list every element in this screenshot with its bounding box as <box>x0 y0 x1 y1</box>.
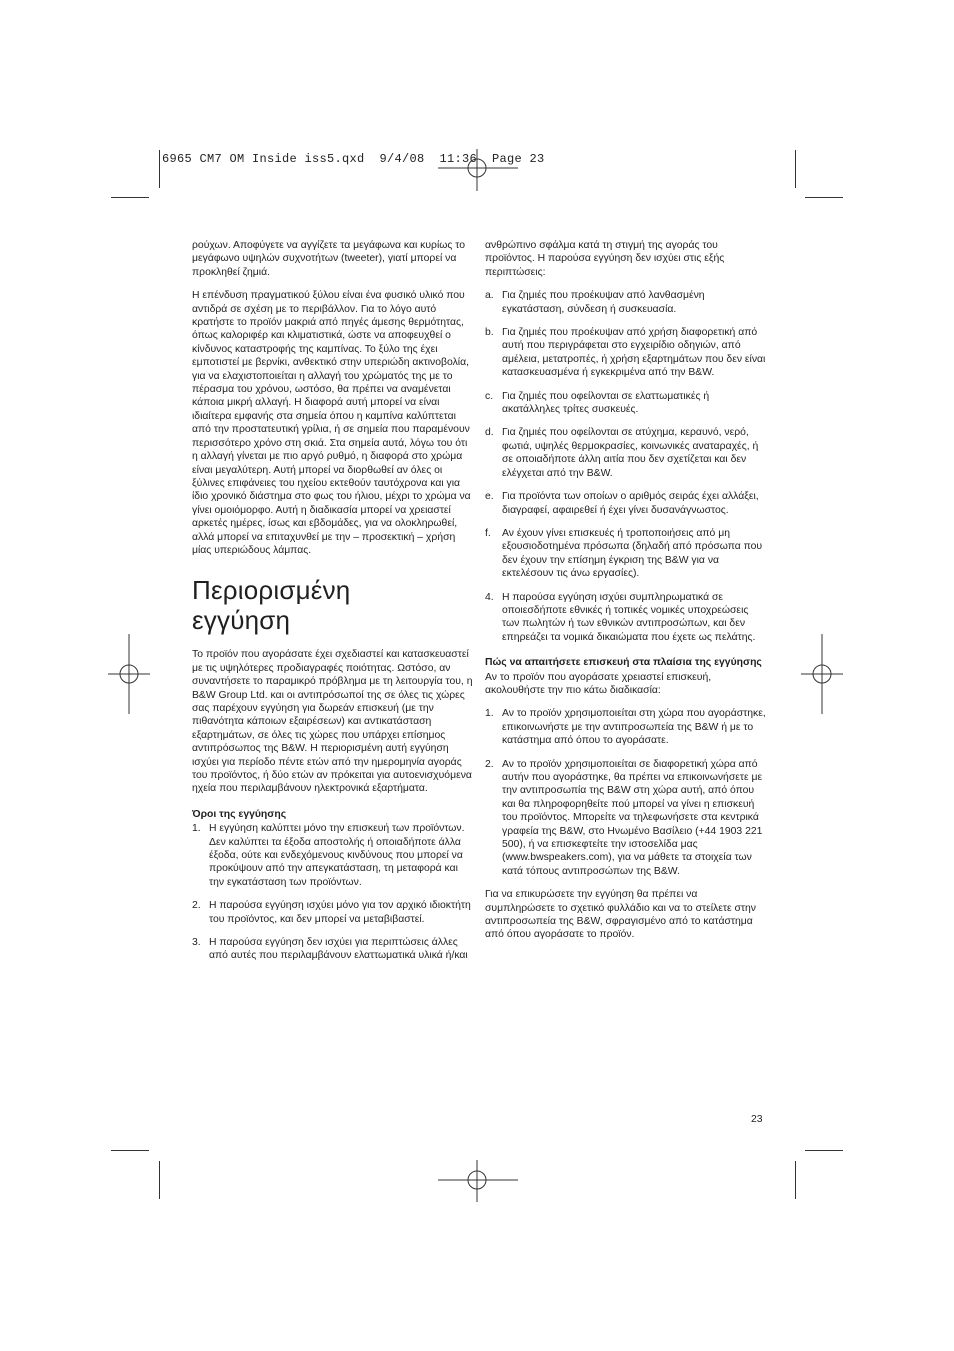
list-marker: b. <box>485 327 494 339</box>
list-item-text: Η παρούσα εγγύηση ισχύει μόνο για τον αρχικό ιδιοκτήτη του προϊόντος, και δεν μπορεί να μεταβιβαστεί. <box>209 900 471 925</box>
heading-line: Περιορισμένη <box>192 575 351 606</box>
terms-list <box>192 822 474 963</box>
list-item <box>485 707 767 747</box>
right-column <box>485 239 767 952</box>
list-marker: e. <box>485 491 494 503</box>
registration-mark-right <box>801 634 843 714</box>
registration-mark-top <box>438 149 518 191</box>
heading-line: εγγύηση <box>192 605 291 636</box>
warranty-intro-paragraph: Το προϊόν που αγοράσατε έχει σχεδιαστεί και κατασκευαστεί με τις υψηλότερες προδιαγραφές ποιότητας. Ωστόσο, αν συναντήσετε το παραμικρό πρόβλημα με τη λειτουργία του, η B&W Group Ltd. και οι αντιπρόσωποί της σε όλες τις χώρες σας παρέχουν εγγύηση για δωρεάν επισκευή (με την πιθανότητα κάποιων εξαιρέσεων) και αντικατάσταση εξαρτημάτων, σε όλες τις χώρες που υπάρχει επίσημος αντιπρόσωπος της B&W. Η περιορισμένη αυτή εγγύηση ισχύει για περίοδο πέντε ετών από την ημερομηνία αγοράς του προϊόντος, ή δύο ετών αν πρόκειται για αυτοενισχυόμενα ηχεία που περιλαμβάνουν ηλεκτρονικά εξαρτήματα. <box>192 649 473 795</box>
claim-steps-list <box>485 707 767 878</box>
list-marker: c. <box>485 390 494 402</box>
list-marker: f. <box>485 527 491 539</box>
print-slug: 6965 CM7 OM Inside iss5.qxd 9/4/08 11:36 Page 23 <box>162 152 545 166</box>
list-item <box>485 426 767 480</box>
list-item-text: Για προϊόντα των οποίων ο αριθμός σειράς έχει αλλάξει, διαγραφεί, αφαιρεθεί ή έχει γίνει δυσανάγνωστος. <box>502 491 759 516</box>
list-item-text: Αν το προϊόν χρησιμοποιείται στη χώρα που αγοράστηκε, επικοινωνήστε με την αντιπροσωπεία της B&W ή με το κατάστημα από όπου το αγοράσατε. <box>502 708 766 747</box>
list-item <box>485 326 767 380</box>
continued-paragraph: ανθρώπινο σφάλμα κατά τη στιγμή της αγοράς του προϊόντος. Η παρούσα εγγύηση δεν ισχύει στις εξής περιπτώσεις: <box>485 240 725 278</box>
list-marker: 2. <box>485 758 494 770</box>
list-marker: a. <box>485 290 494 302</box>
list-item <box>485 591 767 645</box>
claim-heading: Πώς να απαιτήσετε επισκευή στα πλαίσια της εγγύησης <box>485 657 762 669</box>
registration-mark-left <box>108 634 150 714</box>
list-item-text: Για ζημιές που οφείλονται σε ατύχημα, κεραυνό, νερό, φωτιά, υψηλές θερμοκρασίες, κοινωνικές αναταραχές, ή σε οποιαδήποτε άλλη αιτία που δεν σχετίζεται και δεν ελέγχεται από την B&W. <box>502 427 759 479</box>
list-item-text: Αν το προϊόν χρησιμοποιείται σε διαφορετική χώρα από αυτήν που αγοράστηκε, θα πρέπει να επικοινωνήσετε με την αντιπροσωπία της B&W στη χώρα αυτή, από όπου και θα πληροφορηθείτε πού μπορεί να γίνει η επισκευή του προϊόντος. Μπορείτε να τηλεφωνήσετε στα κεντρικά γραφεία της B&W, στο Ηνωμένο Βασίλειο (+44 1903 221 500), ή να επισκεφτείτε την ιστοσελίδα μας (www.bwspeakers.com), για να μάθετε τα στοιχεία των κατά τόπους αντιπροσώπων της B&W. <box>502 758 763 877</box>
list-item <box>485 527 767 581</box>
list-item-text: Η παρούσα εγγύηση ισχύει συμπληρωματικά σε οποιεσδήποτε εθνικές ή τοπικές νομικές υποχρεώσεις των πωλητών ή των εθνικών αντιπροσώπων, και δεν επηρεάζει τα νομικά δικαιώματα που έχετε ως πελάτης. <box>502 591 756 643</box>
care-paragraph: ρούχων. Αποφύγετε να αγγίζετε τα μεγάφωνα και κυρίως το μεγάφωνο υψηλών συχνοτήτων (tweeter), γιατί μπορεί να προκληθεί ζημιά. <box>192 240 466 278</box>
list-marker: 3. <box>192 937 201 949</box>
registration-mark-bottom <box>438 1160 518 1202</box>
list-item <box>485 289 767 316</box>
list-item <box>485 390 767 417</box>
left-column <box>192 239 474 973</box>
terms-heading: Όροι της εγγύησης <box>192 808 287 820</box>
list-marker: 4. <box>485 591 494 603</box>
wood-veneer-paragraph: Η επένδυση πραγματικού ξύλου είναι ένα φυσικό υλικό που αντιδρά σε σχέση με το περιβάλλον. Για το λόγο αυτό κρατήστε το προϊόν μακριά από πηγές άμεσης θερμότητας, όπως καλοριφέρ και κλιματιστικά, ώστε να αποφευχθεί ο κίνδυνος καταστροφής της καμπίνας. Το ξύλο της έχει εμποτιστεί με βερνίκι, ανθεκτικό στην υπεριώδη ακτινοβολία, για να ελαχιστοποιείται η αλλαγή του χρώματός της με το πέρασμα του χρόνου, ωστόσο, θα πρέπει να αναμένεται κάποια μικρή αλλαγή. Η διαφορά αυτή μπορεί να είναι ιδιαίτερα εμφανής στα σημεία όπου η καμπίνα καλύπτεται από την προστατευτική γρίλια, ή σε σημεία που παραμένουν περισσότερο χρόνο στη σκιά. Στα σημεία αυτά, λόγω του ότι η αλλαγή γίνεται με πιο αργό ρυθμό, η διαφορά στο χρώμα είναι μεγαλύτερη. Αυτή μπορεί να διορθωθεί αν όλες οι ξύλινες επιφάνειες του ηχείου εκτεθούν ταυτόχρονα και για ίδιο χρονικό διάστημα στο φως του ήλιου, μέχρι το χρώμα να γίνει ομοιόμορφο. Αυτή η διαδικασία μπορεί να χρειαστεί αρκετές ημέρες, ίσως και εβδομάδες, για να ολοκληρωθεί, αλλά μπορεί να επιταχυνθεί με την – προσεκτική – χρήση μίας υπεριώδους λάμπας. <box>192 290 471 556</box>
validation-paragraph: Για να επικυρώσετε την εγγύηση θα πρέπει να συμπληρώσετε το σχετικό φυλλάδιο και να το στείλετε στην αντιπροσωπεία της B&W, σφραγισμένο από το κατάστημα από όπου αγοράσατε το προϊόν. <box>485 889 756 941</box>
list-item-text: Για ζημιές που οφείλονται σε ελαττωματικές ή ακατάλληλες τρίτες συσκευές. <box>502 390 710 416</box>
list-marker: 2. <box>192 900 201 912</box>
list-item-text: Η εγγύηση καλύπτει μόνο την επισκευή των προϊόντων. Δεν καλύπτει τα έξοδα αποστολής ή οποιαδήποτε άλλα έξοδα, ούτε και ενδεχόμενους κινδύνους που μπορεί να προκύψουν από την απεγκατάσταση, τη μεταφορά και την εγκατάσταση των προϊόντων. <box>209 823 465 888</box>
list-marker: d. <box>485 427 494 439</box>
list-item <box>192 899 474 926</box>
list-item <box>485 490 767 517</box>
list-marker: 1. <box>192 823 201 835</box>
list-item-text: Για ζημιές που προέκυψαν από χρήση διαφορετική από αυτή που περιγράφεται στο εγχειρίδιο οδηγιών, από αμέλεια, μετατροπές, ή χρήση εξαρτημάτων που δεν είναι κατασκευασμένα ή εγκεκριμένα από την B&W. <box>502 327 766 379</box>
exclusions-list <box>485 289 767 644</box>
list-item <box>485 758 767 879</box>
list-marker: 1. <box>485 708 494 720</box>
list-item <box>192 822 474 889</box>
list-item-text: Αν έχουν γίνει επισκευές ή τροποποιήσεις από μη εξουσιοδοτημένα πρόσωπα (δηλαδή από πρόσωπα που δεν έχουν την επίσημη έγκριση της B&W για να εκτελέσουν τις άνω εργασίες). <box>502 527 763 580</box>
list-item-text: Η παρούσα εγγύηση δεν ισχύει για περιπτώσεις άλλες από αυτές που περιλαμβάνουν ελαττωματικά υλικά ή/και <box>209 937 468 962</box>
list-item <box>192 936 474 963</box>
limited-warranty-heading <box>192 575 474 635</box>
list-item-text: Για ζημιές που προέκυψαν από λανθασμένη εγκατάσταση, σύνδεση ή συσκευασία. <box>502 290 705 315</box>
page-number: 23 <box>751 1114 763 1125</box>
claim-intro-paragraph: Αν το προϊόν που αγοράσατε χρειαστεί επισκευή, ακολουθήστε την πιο κάτω διαδικασία: <box>485 671 712 696</box>
